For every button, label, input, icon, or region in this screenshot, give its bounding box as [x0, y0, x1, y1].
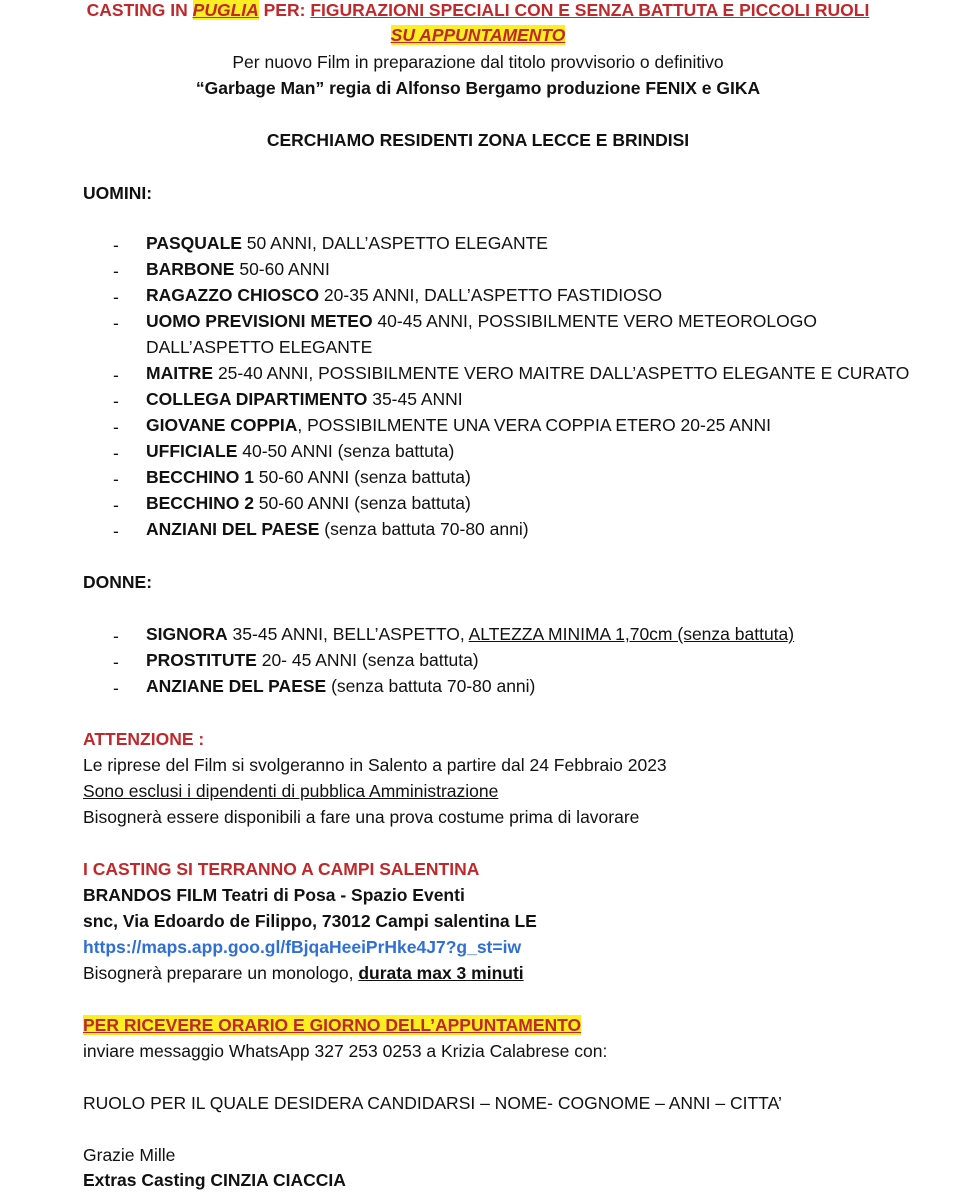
- film-title: “Garbage Man” regia di Alfonso Bergamo produzione FENIX e GIKA: [195, 78, 761, 98]
- shooting-dates: Le riprese del Film si svolgeranno in Salento a partire dal 24 Febbraio 2023: [83, 755, 667, 775]
- role-name: BECCHINO 2: [146, 493, 254, 513]
- role-description: 40-50 ANNI (senza battuta): [237, 441, 455, 461]
- bullet: -: [113, 391, 119, 411]
- venue-name: BRANDOS FILM Teatri di Posa - Spazio Eventi: [83, 885, 465, 905]
- headline-region: PUGLIA: [192, 0, 259, 20]
- bullet: -: [113, 417, 119, 437]
- role-name: ANZIANE DEL PAESE: [146, 676, 327, 696]
- maps-link[interactable]: https://maps.app.goo.gl/fBjqaHeeiPrHke4J7?g_st=iw: [83, 937, 522, 957]
- bullet: -: [113, 495, 119, 515]
- role-name: PROSTITUTE: [146, 650, 257, 670]
- role-description: 20-35 ANNI, DALL’ASPETTO FASTIDIOSO: [319, 285, 663, 305]
- bullet: -: [113, 626, 119, 646]
- bullet: -: [113, 261, 119, 281]
- role-name: GIOVANE COPPIA: [146, 415, 298, 435]
- role-description: (senza battuta 70-80 anni): [326, 676, 536, 696]
- headline-rest: FIGURAZIONI SPECIALI CON E SENZA BATTUTA E PICCOLI RUOLI: [310, 0, 870, 20]
- role-description: 35-45 ANNI: [367, 389, 463, 409]
- headline-subtitle: [0, 25, 956, 46]
- casting-heading: I CASTING SI TERRANNO A CAMPI SALENTINA: [83, 859, 480, 879]
- height-requirement: ALTEZZA MINIMA 1,70cm (senza battuta): [468, 624, 795, 644]
- men-heading: UOMINI:: [83, 183, 153, 203]
- monologue-text: Bisognerà preparare un monologo,: [83, 963, 359, 983]
- headline-prefix: CASTING IN: [86, 0, 193, 20]
- residents-wanted: CERCHIAMO RESIDENTI ZONA LECCE E BRINDISI: [266, 130, 690, 150]
- role-name: ANZIANI DEL PAESE: [146, 519, 320, 539]
- bullet: -: [113, 287, 119, 307]
- role-description: 50-60 ANNI: [234, 259, 330, 279]
- role-description: 35-45 ANNI, BELL’ASPETTO,: [227, 624, 469, 644]
- headline: [0, 0, 956, 21]
- contact-heading-line: [83, 1015, 581, 1036]
- attention-heading: ATTENZIONE :: [83, 729, 205, 749]
- role-description: 50-60 ANNI (senza battuta): [253, 467, 471, 487]
- bullet: -: [113, 521, 119, 541]
- role-name: BECCHINO 1: [146, 467, 254, 487]
- role-description: 50-60 ANNI (senza battuta): [253, 493, 471, 513]
- role-name: SIGNORA: [146, 624, 228, 644]
- signature-line: Extras Casting CINZIA CIACCIA: [83, 1170, 346, 1190]
- film-intro: Per nuovo Film in preparazione dal titolo provvisorio o definitivo: [232, 52, 724, 72]
- role-description: 25-40 ANNI, POSSIBILMENTE VERO MAITRE DALL’ASPETTO ELEGANTE E CURATO: [213, 363, 910, 383]
- costume-note: Bisognerà essere disponibili a fare una prova costume prima di lavorare: [83, 807, 640, 827]
- bullet: -: [113, 365, 119, 385]
- monologue-note: [83, 963, 524, 984]
- role-name: COLLEGA DIPARTIMENTO: [146, 389, 368, 409]
- bullet: -: [113, 469, 119, 489]
- role-name: PASQUALE: [146, 233, 242, 253]
- bullet: -: [113, 313, 119, 333]
- role-name: RAGAZZO CHIOSCO: [146, 285, 320, 305]
- role-name: UFFICIALE: [146, 441, 238, 461]
- whatsapp-instructions: inviare messaggio WhatsApp 327 253 0253 a Krizia Calabrese con:: [83, 1041, 608, 1061]
- role-description: , POSSIBILMENTE UNA VERA COPPIA ETERO 20-25 ANNI: [297, 415, 772, 435]
- thanks-line: Grazie Mille: [83, 1145, 176, 1165]
- role-name: MAITRE: [146, 363, 214, 383]
- appointment-label: SU APPUNTAMENTO: [390, 25, 566, 45]
- role-description: 50 ANNI, DALL’ASPETTO ELEGANTE: [241, 233, 548, 253]
- role-description: 40-45 ANNI, POSSIBILMENTE VERO METEOROLOGO: [372, 311, 817, 331]
- role-name: UOMO PREVISIONI METEO: [146, 311, 373, 331]
- headline-mid: PER:: [258, 0, 311, 20]
- monologue-duration: durata max 3 minuti: [358, 963, 524, 983]
- bullet: -: [113, 443, 119, 463]
- bullet: -: [113, 235, 119, 255]
- contact-heading: PER RICEVERE ORARIO E GIORNO DELL’APPUNTAMENTO: [83, 1015, 582, 1035]
- venue-address: snc, Via Edoardo de Filippo, 73012 Campi salentina LE: [83, 911, 537, 931]
- women-heading: DONNE:: [83, 572, 153, 592]
- bullet: -: [113, 652, 119, 672]
- exclusion-note: Sono esclusi i dipendenti di pubblica Amministrazione: [83, 781, 499, 801]
- role-description: 20- 45 ANNI (senza battuta): [256, 650, 479, 670]
- role-description-continued: DALL’ASPETTO ELEGANTE: [146, 337, 373, 357]
- required-fields: RUOLO PER IL QUALE DESIDERA CANDIDARSI – NOME- COGNOME – ANNI – CITTA’: [83, 1093, 782, 1113]
- role-description: (senza battuta 70-80 anni): [319, 519, 529, 539]
- role-name: BARBONE: [146, 259, 235, 279]
- bullet: -: [113, 678, 119, 698]
